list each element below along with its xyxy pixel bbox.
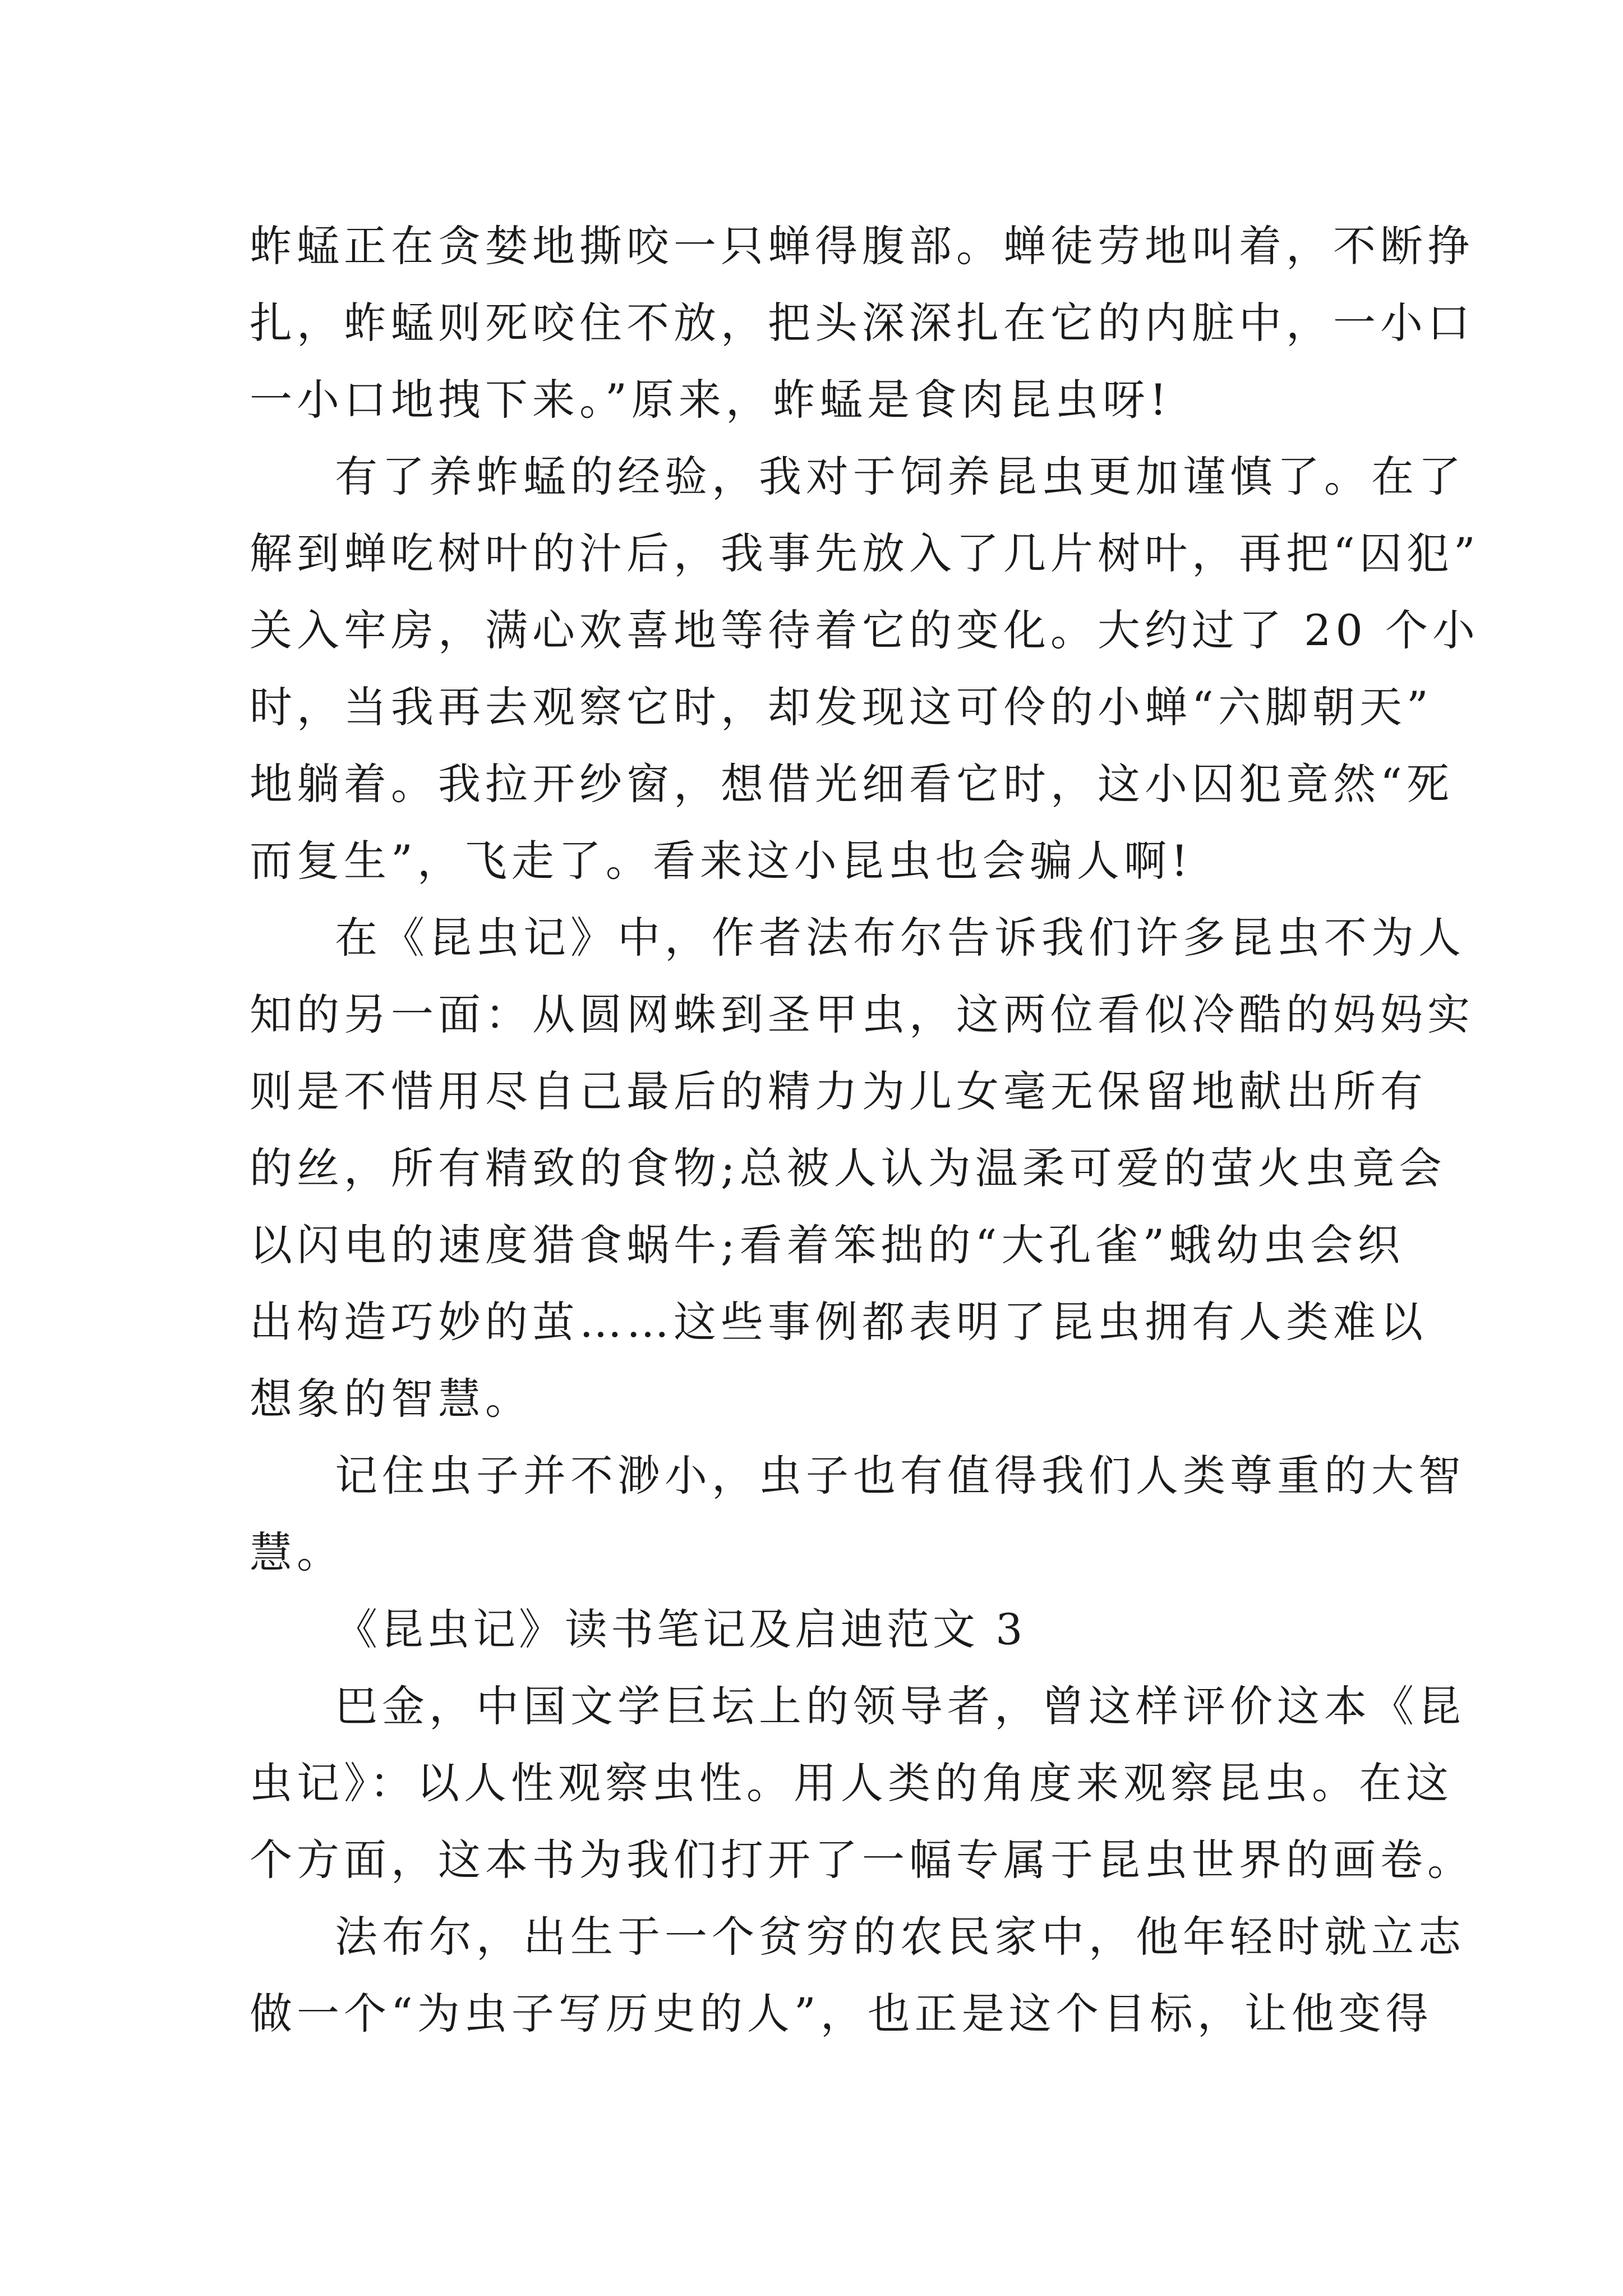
paragraph-first-line: 法布尔，出生于一个贫穷的农民家中，他年轻时就立志: [335, 1912, 1465, 1962]
text-line: 扎，蚱蜢则死咬住不放，把头深深扎在它的内脏中，一小口: [250, 298, 1474, 348]
text-line: 以闪电的速度猎食蜗牛;看着笨拙的“大孔雀”蛾幼虫会织: [250, 1220, 1405, 1270]
section-heading: 《昆虫记》读书笔记及启迪范文 3: [335, 1604, 1026, 1654]
text-line: 关入牢房，满心欢喜地等待着它的变化。大约过了 20 个小: [250, 605, 1480, 655]
text-line: 而复生”，飞走了。看来这小昆虫也会骗人啊!: [250, 836, 1193, 886]
text-line: 做一个“为虫子写历史的人”，也正是这个目标，让他变得: [250, 1989, 1433, 2039]
paragraph-first-line: 在《昆虫记》中，作者法布尔告诉我们许多昆虫不为人: [335, 913, 1465, 963]
body-text: [250, 208, 1480, 2052]
text-line: 知的另一面：从圆网蛛到圣甲虫，这两位看似冷酷的妈妈实: [250, 990, 1474, 1039]
text-line: 的丝，所有精致的食物;总被人认为温柔可爱的萤火虫竟会: [250, 1143, 1446, 1193]
paragraph-first-line: 巴金，中国文学巨坛上的领导者，曾这样评价这本《昆: [335, 1681, 1465, 1731]
text-line: 想象的智慧。: [250, 1374, 532, 1424]
text-line: 地躺着。我拉开纱窗，想借光细看它时，这小囚犯竟然“死: [250, 759, 1454, 809]
text-line: 蚱蜢正在贪婪地撕咬一只蝉得腹部。蝉徒劳地叫着，不断挣: [250, 221, 1474, 271]
text-line: 则是不惜用尽自己最后的精力为儿女毫无保留地献出所有: [250, 1066, 1427, 1116]
text-line: 个方面，这本书为我们打开了一幅专属于昆虫世界的画卷。: [250, 1835, 1474, 1885]
text-line: 时，当我再去观察它时，却发现这可伶的小蝉“六脚朝天”: [250, 682, 1433, 732]
paragraph-first-line: 记住虫子并不渺小，虫子也有值得我们人类尊重的大智: [335, 1451, 1465, 1501]
text-line: 解到蝉吃树叶的汁后，我事先放入了几片树叶，再把“囚犯”: [250, 528, 1480, 578]
text-line: 虫记》：以人性观察虫性。用人类的角度来观察昆虫。在这: [250, 1758, 1453, 1808]
paragraph-first-line: 有了养蚱蜢的经验，我对于饲养昆虫更加谨慎了。在了: [335, 452, 1465, 501]
text-line: 出构造巧妙的茧……这些事例都表明了昆虫拥有人类难以: [250, 1297, 1427, 1347]
text-line: 一小口地拽下来。”原来，蚱蜢是食肉昆虫呀!: [250, 375, 1172, 425]
text-line: 慧。: [250, 1527, 344, 1577]
